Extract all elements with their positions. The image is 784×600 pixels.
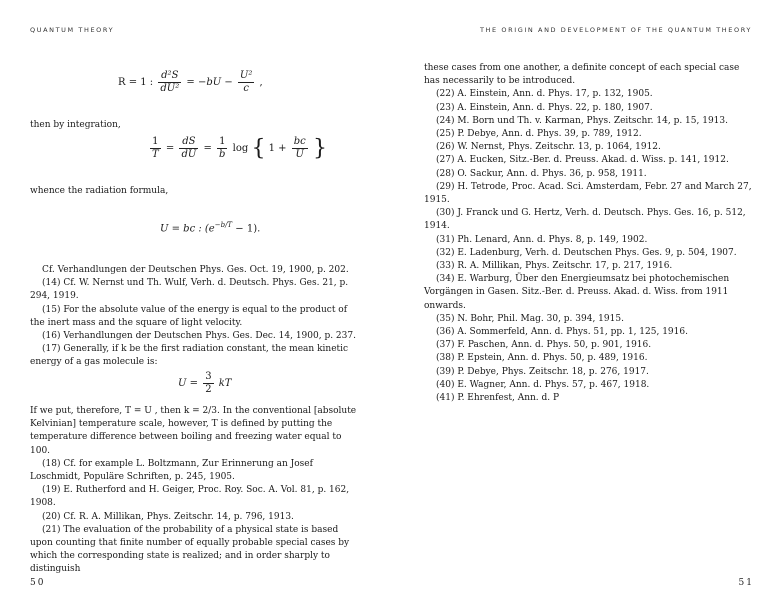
reference-item: (29) H. Tetrode, Proc. Acad. Sci. Amsterdam, Febr. 27 and March 27, 1915. <box>424 181 752 206</box>
eq1-fraction-1: $\frac{\text{d²S}}{\text{dU²}}$ <box>160 70 180 94</box>
equation-mean-energy: U = $\frac{3}{2}$ kT <box>178 371 232 395</box>
reference-item: (34) E. Warburg, Über den Energieumsatz bei photochemischen Vorgängen in Gasen. Sitz.-Ber. d. Preuss. Akad. d. Wiss. from 1911 onwards. <box>424 274 730 311</box>
footnote: (20) Cf. R. A. Millikan, Phys. Zeitschr. 14, p. 796, 1913. <box>42 511 294 522</box>
reference-item: (22) A. Einstein, Ann. d. Phys. 17, p. 132, 1905. <box>436 89 653 100</box>
page-number-right: 51 <box>738 578 754 588</box>
eq1-lhs: R = 1 : <box>118 77 154 88</box>
eq1-mid: = −bU − <box>186 77 233 88</box>
footnote: (16) Verhandlungen der Deutschen Phys. Ges. Dec. 14, 1900, p. 237. <box>42 331 356 342</box>
page-number-left: 50 <box>30 578 46 588</box>
reference-item: (38) P. Epstein, Ann. d. Phys. 50, p. 489, 1916. <box>436 353 648 364</box>
reference-item: (37) F. Paschen, Ann. d. Phys. 50, p. 901, 1916. <box>436 340 652 351</box>
eq2-fraction-2: $\frac{dS}{dU}$ <box>181 136 197 160</box>
whence-text: whence the radiation formula, <box>30 186 169 196</box>
reference-item: (30) J. Franck und G. Hertz, Verh. d. Deutsch. Phys. Ges. 16, p. 512, 1914. <box>424 208 746 232</box>
reference-item: (33) R. A. Millikan, Phys. Zeitschr. 17, p. 217, 1916. <box>436 261 673 272</box>
reference-item: (26) W. Nernst, Phys. Zeitschr. 13, p. 1064, 1912. <box>436 142 661 153</box>
reference-item: (27) A. Eucken, Sitz.-Ber. d. Preuss. Akad. d. Wiss. p. 141, 1912. <box>436 155 729 166</box>
equation-1-over-t: $\frac{1}{T}$ = $\frac{dS}{dU}$ = $\frac{1}{b}$ log { 1 + $\frac{bc}{U}$ } <box>152 136 327 161</box>
footnote: Cf. Verhandlungen der Deutschen Phys. Ges. Oct. 19, 1900, p. 202. <box>42 265 349 275</box>
eq1-fraction-2: $\frac{\text{U²}}{c}$ <box>239 70 253 94</box>
reference-item: (23) A. Einstein, Ann. d. Phys. 22, p. 180, 1907. <box>436 102 653 113</box>
eq2-fraction-1: $\frac{1}{T}$ <box>152 136 159 160</box>
eq4-fraction: $\frac{3}{2}$ <box>205 371 212 395</box>
footnote: (18) Cf. for example L. Boltzmann, Zur Erinnerung an Josef Loschmidt, Populäre Schriften, p. 245, 1905. <box>30 458 313 483</box>
reference-item: (36) A. Sommerfeld, Ann. d. Phys. 51, pp. 1, 125, 1916. <box>436 327 688 338</box>
references-list <box>424 62 756 405</box>
reference-item: (31) Ph. Lenard, Ann. d. Phys. 8, p. 149, 1902. <box>436 234 648 245</box>
then-integration-text: then by integration, <box>30 120 121 130</box>
footnote: (21) The evaluation of the probability of a physical state is based upon counting that finite number of equally probable special cases by which the corresponding state is realized; and in order sharply to distinguish <box>30 524 350 575</box>
reference-item: (41) P. Ehrenfest, Ann. d. P <box>436 393 560 404</box>
reference-item: (35) N. Bohr, Phil. Mag. 30, p. 394, 1915. <box>436 313 624 324</box>
footnotes-top <box>30 264 362 370</box>
reference-item: (25) P. Debye, Ann. d. Phys. 39, p. 789, 1912. <box>436 129 642 140</box>
running-header-right: THE ORIGIN AND DEVELOPMENT OF THE QUANTUM THEORY <box>479 26 752 34</box>
eq2-fraction-3: $\frac{1}{b}$ <box>219 136 226 160</box>
footnote: (15) For the absolute value of the energy is equal to the product of the inert mass and the square of light velocity. <box>30 304 348 328</box>
footnote: (19) E. Rutherford and H. Geiger, Proc. Roy. Soc. A. Vol. 81, p. 162, 1908. <box>30 485 350 509</box>
right-page <box>392 0 784 600</box>
running-header-left: QUANTUM THEORY <box>30 26 115 34</box>
radiation-formula: U = bc : $(e^{-b/T} - 1)$. <box>160 221 261 235</box>
reference-item: (24) M. Born und Th. v. Karman, Phys. Zeitschr. 14, p. 15, 1913. <box>436 115 728 126</box>
footnote: (17) Generally, if k be the first radiation constant, the mean kinetic energy of a gas molecule is: <box>30 344 349 368</box>
equation-r: R = 1 : $\frac{\text{d²S}}{\text{dU²}}$ = −bU − $\frac{\text{U²}}{c}$ , <box>118 70 263 94</box>
right-brace: } <box>312 136 327 161</box>
footnotes-bottom <box>30 405 362 577</box>
footnote: If we put, therefore, T = U , then k = 2/3. In the conventional [absolute Kelvinian] temperature scale, however, T is defined by putting the temperature difference between boiling and freezing water equal to 100. <box>30 406 357 456</box>
left-brace: { <box>251 136 266 161</box>
reference-item: (28) O. Sackur, Ann. d. Phys. 36, p. 958, 1911. <box>436 168 647 179</box>
eq2-fraction-4: $\frac{bc}{U}$ <box>293 136 306 160</box>
reference-item: (40) E. Wagner, Ann. d. Phys. 57, p. 467, 1918. <box>436 379 650 390</box>
reference-item: (39) P. Debye, Phys. Zeitschr. 18, p. 276, 1917. <box>436 366 649 377</box>
reference-item: (32) E. Ladenburg, Verh. d. Deutschen Phys. Ges. 9, p. 504, 1907. <box>436 247 737 258</box>
continuation-text: these cases from one another, a definite concept of each special case has necessarily to be introduced. <box>424 63 740 87</box>
footnote: (14) Cf. W. Nernst und Th. Wulf, Verh. d. Deutsch. Phys. Ges. 21, p. 294, 1919. <box>30 278 349 302</box>
